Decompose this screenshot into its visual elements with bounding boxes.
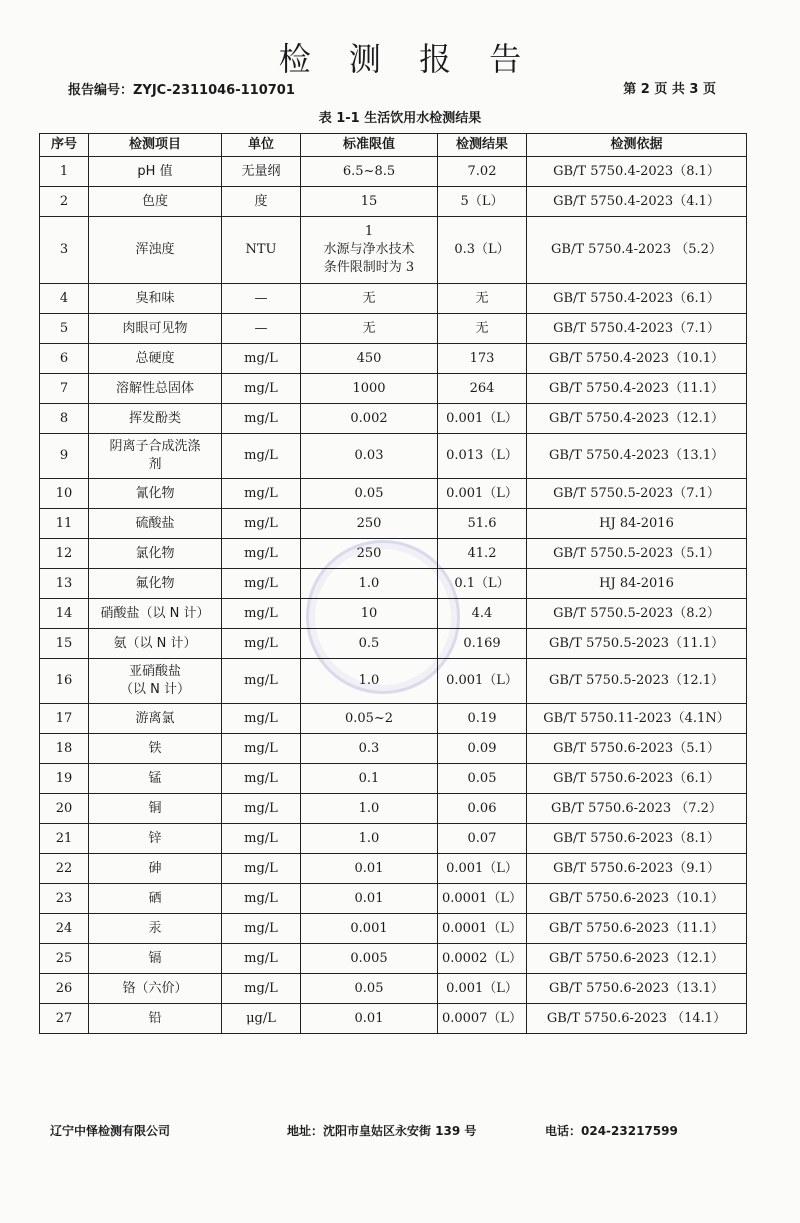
table-cell: GB/T 5750.5-2023（11.1） (527, 629, 747, 659)
table-cell: 铜 (89, 794, 222, 824)
table-row (40, 854, 747, 884)
table-row (40, 629, 747, 659)
table-cell: 0.5 (301, 629, 438, 659)
table-cell: 0.001（L） (438, 479, 527, 509)
table-cell: mg/L (222, 659, 301, 704)
table-row (40, 944, 747, 974)
column-header: 序号 (40, 134, 89, 157)
table-cell: 4.4 (438, 599, 527, 629)
table-cell: 0.005 (301, 944, 438, 974)
table-cell: GB/T 5750.4-2023（7.1） (527, 314, 747, 344)
table-cell: mg/L (222, 434, 301, 479)
table-cell: 11 (40, 509, 89, 539)
table-row (40, 569, 747, 599)
table-cell: 无 (301, 314, 438, 344)
table-cell: GB/T 5750.4-2023 （5.2） (527, 217, 747, 284)
table-cell: 氟化物 (89, 569, 222, 599)
table-cell: GB/T 5750.6-2023（11.1） (527, 914, 747, 944)
table-cell: 铬（六价） (89, 974, 222, 1004)
table-cell: GB/T 5750.5-2023（12.1） (527, 659, 747, 704)
table-cell: 12 (40, 539, 89, 569)
table-cell: 6.5~8.5 (301, 157, 438, 187)
table-cell: mg/L (222, 404, 301, 434)
table-cell: 0.0001（L） (438, 884, 527, 914)
table-cell: 0.001（L） (438, 404, 527, 434)
table-cell: GB/T 5750.6-2023（5.1） (527, 734, 747, 764)
table-cell: 15 (301, 187, 438, 217)
table-cell: GB/T 5750.4-2023（6.1） (527, 284, 747, 314)
table-cell: 1.0 (301, 824, 438, 854)
table-cell: 4 (40, 284, 89, 314)
table-cell: GB/T 5750.11-2023（4.1N） (527, 704, 747, 734)
table-row (40, 659, 747, 704)
table-cell: 250 (301, 509, 438, 539)
table-cell: 镉 (89, 944, 222, 974)
table-cell: 3 (40, 217, 89, 284)
table-cell: 27 (40, 1004, 89, 1034)
table-row (40, 314, 747, 344)
table-cell: mg/L (222, 374, 301, 404)
table-cell: 14 (40, 599, 89, 629)
table-cell: 0.0002（L） (438, 944, 527, 974)
table-body (40, 157, 747, 1034)
table-cell: mg/L (222, 509, 301, 539)
table-cell: mg/L (222, 734, 301, 764)
table-cell: 无 (438, 284, 527, 314)
table-cell: 0.0001（L） (438, 914, 527, 944)
table-row (40, 974, 747, 1004)
table-cell: 1.0 (301, 569, 438, 599)
table-cell: 7 (40, 374, 89, 404)
table-cell: GB/T 5750.6-2023（13.1） (527, 974, 747, 1004)
table-cell: 5 (40, 314, 89, 344)
table-cell: 0.19 (438, 704, 527, 734)
table-cell: 0.1（L） (438, 569, 527, 599)
table-cell: mg/L (222, 824, 301, 854)
table-cell: mg/L (222, 854, 301, 884)
table-cell: 浑浊度 (89, 217, 222, 284)
table-cell: 0.05 (438, 764, 527, 794)
column-header: 检测项目 (89, 134, 222, 157)
table-cell: 阴离子合成洗涤 剂 (89, 434, 222, 479)
page-title: 检 测 报 告 (278, 40, 536, 78)
table-cell: 0.013（L） (438, 434, 527, 479)
table-caption: 表 1-1 生活饮用水检测结果 (318, 111, 482, 126)
column-header: 检测结果 (438, 134, 527, 157)
table-row (40, 187, 747, 217)
table-cell: 无 (438, 314, 527, 344)
table-cell: 0.3（L） (438, 217, 527, 284)
table-cell: GB/T 5750.6-2023 （14.1） (527, 1004, 747, 1034)
table-cell: 19 (40, 764, 89, 794)
table-cell: GB/T 5750.4-2023（8.1） (527, 157, 747, 187)
footer-company: 辽宁中怿检测有限公司 (50, 1124, 171, 1138)
table-row (40, 794, 747, 824)
footer-phone: 电话：024-23217599 (545, 1124, 678, 1138)
table-cell: 2 (40, 187, 89, 217)
table-cell: GB/T 5750.4-2023（4.1） (527, 187, 747, 217)
table-cell: 硫酸盐 (89, 509, 222, 539)
table-cell: 9 (40, 434, 89, 479)
table-row (40, 914, 747, 944)
table-cell: — (222, 314, 301, 344)
table-row (40, 157, 747, 187)
table-cell: 25 (40, 944, 89, 974)
table-cell: GB/T 5750.6-2023（6.1） (527, 764, 747, 794)
table-cell: GB/T 5750.4-2023（11.1） (527, 374, 747, 404)
table-cell: mg/L (222, 974, 301, 1004)
table-cell: — (222, 284, 301, 314)
table-cell: 22 (40, 854, 89, 884)
table-cell: 0.3 (301, 734, 438, 764)
table-cell: GB/T 5750.6-2023（10.1） (527, 884, 747, 914)
table-cell: HJ 84-2016 (527, 509, 747, 539)
table-cell: 10 (40, 479, 89, 509)
table-cell: 5（L） (438, 187, 527, 217)
table-cell: 总硬度 (89, 344, 222, 374)
table-cell: 铅 (89, 1004, 222, 1034)
table-cell: mg/L (222, 764, 301, 794)
table-cell: 游离氯 (89, 704, 222, 734)
table-row (40, 884, 747, 914)
table-cell: 15 (40, 629, 89, 659)
table-cell: 1000 (301, 374, 438, 404)
table-cell: 锌 (89, 824, 222, 854)
table-cell: mg/L (222, 599, 301, 629)
table-cell: 1 (40, 157, 89, 187)
table-cell: 臭和味 (89, 284, 222, 314)
table-cell: 1.0 (301, 794, 438, 824)
table-cell: 0.001（L） (438, 974, 527, 1004)
table-cell: GB/T 5750.6-2023（9.1） (527, 854, 747, 884)
table-cell: HJ 84-2016 (527, 569, 747, 599)
table-row (40, 217, 747, 284)
table-cell: 20 (40, 794, 89, 824)
table-cell: GB/T 5750.4-2023（12.1） (527, 404, 747, 434)
table-row (40, 404, 747, 434)
table-cell: 0.01 (301, 854, 438, 884)
table-cell: 0.06 (438, 794, 527, 824)
table-cell: mg/L (222, 794, 301, 824)
table-cell: GB/T 5750.6-2023 （7.2） (527, 794, 747, 824)
table-cell: 汞 (89, 914, 222, 944)
table-cell: 21 (40, 824, 89, 854)
table-row (40, 734, 747, 764)
table-cell: 色度 (89, 187, 222, 217)
table-cell: GB/T 5750.4-2023（10.1） (527, 344, 747, 374)
table-row (40, 599, 747, 629)
table-cell: 0.001（L） (438, 659, 527, 704)
table-cell: 51.6 (438, 509, 527, 539)
table-cell: pH 值 (89, 157, 222, 187)
table-header-row (40, 134, 747, 157)
table-cell: 6 (40, 344, 89, 374)
table-cell: 26 (40, 974, 89, 1004)
table-row (40, 539, 747, 569)
table-cell: 8 (40, 404, 89, 434)
table-cell: μg/L (222, 1004, 301, 1034)
table-cell: 铁 (89, 734, 222, 764)
page-indicator: 第 2 页 共 3 页 (623, 82, 716, 97)
table-row (40, 509, 747, 539)
table-cell: NTU (222, 217, 301, 284)
table-cell: mg/L (222, 344, 301, 374)
table-cell: 13 (40, 569, 89, 599)
table-row (40, 704, 747, 734)
table-cell: 1.0 (301, 659, 438, 704)
table-cell: 砷 (89, 854, 222, 884)
table-cell: 0.001 (301, 914, 438, 944)
footer-address: 地址：沈阳市皇姑区永安街 139 号 (287, 1124, 477, 1138)
table-cell: 0.01 (301, 1004, 438, 1034)
table-cell: 锰 (89, 764, 222, 794)
table-cell: mg/L (222, 944, 301, 974)
table-cell: 0.03 (301, 434, 438, 479)
table-cell: GB/T 5750.4-2023（13.1） (527, 434, 747, 479)
table-row (40, 824, 747, 854)
table-cell: GB/T 5750.5-2023（5.1） (527, 539, 747, 569)
table-cell: 0.001（L） (438, 854, 527, 884)
table-cell: 0.002 (301, 404, 438, 434)
column-header: 检测依据 (527, 134, 747, 157)
table-cell: 0.05 (301, 479, 438, 509)
table-row (40, 479, 747, 509)
table-cell: 氰化物 (89, 479, 222, 509)
table-cell: 16 (40, 659, 89, 704)
table-cell: 挥发酚类 (89, 404, 222, 434)
table-cell: 450 (301, 344, 438, 374)
table-cell: 硒 (89, 884, 222, 914)
table-cell: GB/T 5750.5-2023（7.1） (527, 479, 747, 509)
column-header: 标准限值 (301, 134, 438, 157)
table-row (40, 1004, 747, 1034)
results-table (39, 133, 747, 1034)
table-cell: 173 (438, 344, 527, 374)
table-cell: GB/T 5750.6-2023（8.1） (527, 824, 747, 854)
table-cell: 肉眼可见物 (89, 314, 222, 344)
table-row (40, 344, 747, 374)
table-cell: 10 (301, 599, 438, 629)
table-cell: 度 (222, 187, 301, 217)
table-cell: 0.07 (438, 824, 527, 854)
table-cell: 0.1 (301, 764, 438, 794)
table-cell: mg/L (222, 704, 301, 734)
table-cell: GB/T 5750.5-2023（8.2） (527, 599, 747, 629)
table-cell: mg/L (222, 884, 301, 914)
table-cell: 氯化物 (89, 539, 222, 569)
table-cell: 无量纲 (222, 157, 301, 187)
table-cell: 264 (438, 374, 527, 404)
table-cell: 250 (301, 539, 438, 569)
column-header: 单位 (222, 134, 301, 157)
table-row (40, 764, 747, 794)
table-cell: 0.09 (438, 734, 527, 764)
table-cell: mg/L (222, 479, 301, 509)
table-row (40, 374, 747, 404)
table-cell: mg/L (222, 629, 301, 659)
table-row (40, 284, 747, 314)
table-cell: 0.05~2 (301, 704, 438, 734)
table-cell: 7.02 (438, 157, 527, 187)
report-number: 报告编号：ZYJC-2311046-110701 (68, 83, 295, 98)
table-cell: 17 (40, 704, 89, 734)
table-row (40, 434, 747, 479)
table-cell: 0.169 (438, 629, 527, 659)
table-cell: 23 (40, 884, 89, 914)
table-cell: 0.01 (301, 884, 438, 914)
table-cell: mg/L (222, 539, 301, 569)
table-cell: 18 (40, 734, 89, 764)
table-cell: 0.05 (301, 974, 438, 1004)
table-cell: 氨（以 N 计） (89, 629, 222, 659)
table-cell: mg/L (222, 569, 301, 599)
table-cell: 溶解性总固体 (89, 374, 222, 404)
table-cell: 硝酸盐（以 N 计） (89, 599, 222, 629)
table-cell: 亚硝酸盐 （以 N 计） (89, 659, 222, 704)
table-cell: 1 水源与净水技术 条件限制时为 3 (301, 217, 438, 284)
table-cell: 无 (301, 284, 438, 314)
table-cell: 24 (40, 914, 89, 944)
table-cell: mg/L (222, 914, 301, 944)
table-cell: GB/T 5750.6-2023（12.1） (527, 944, 747, 974)
table-cell: 41.2 (438, 539, 527, 569)
table-cell: 0.0007（L） (438, 1004, 527, 1034)
